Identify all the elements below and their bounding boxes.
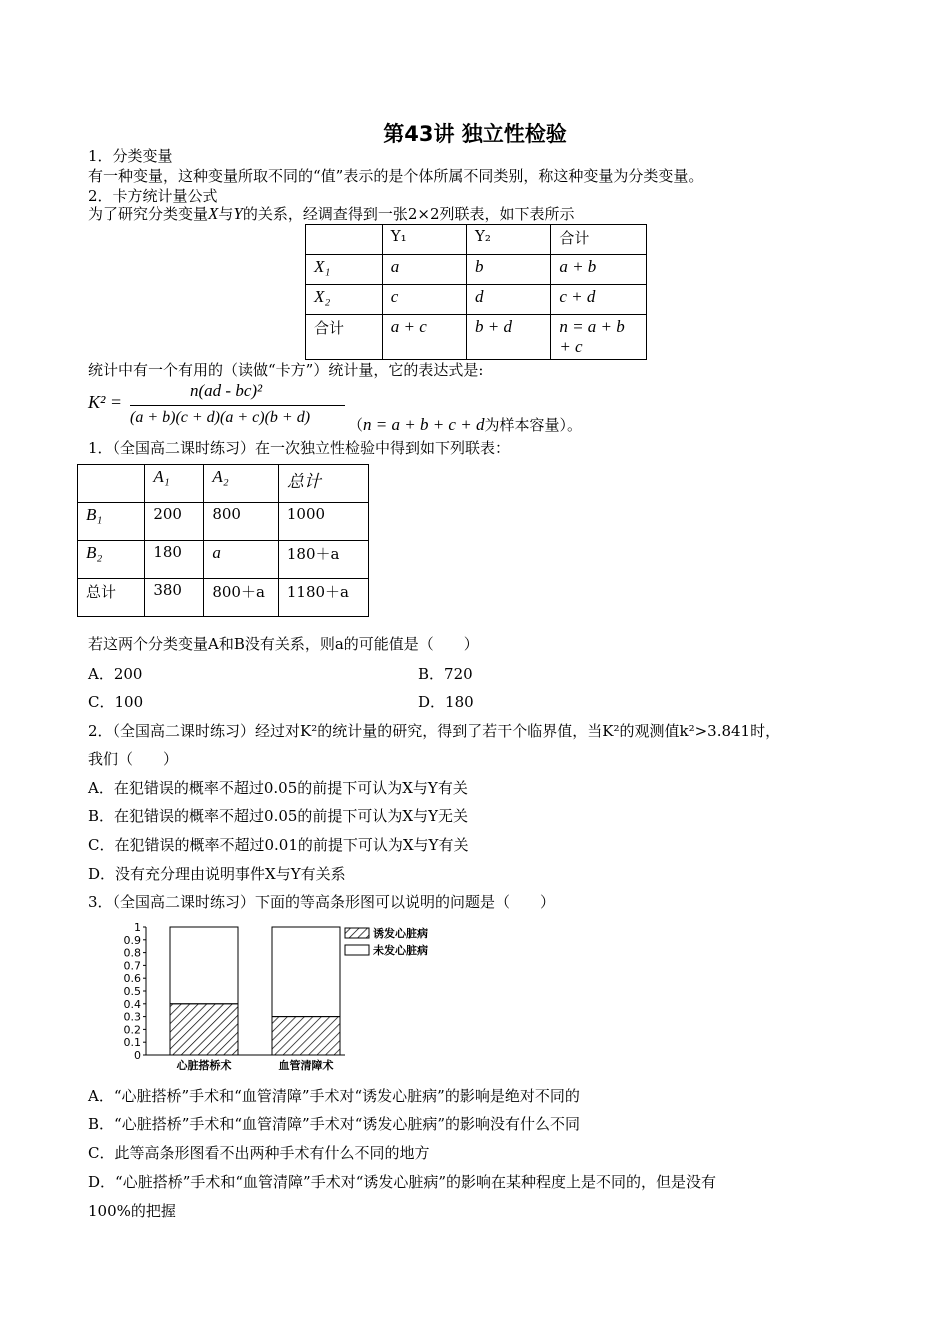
y-tick-label: 0.4: [123, 997, 141, 1011]
q1-question: 若这两个分类变量A和B没有关系，则a的可能值是（ ）: [88, 635, 479, 653]
y-tick-label: 0.8: [123, 946, 141, 960]
t2-cell: [78, 465, 145, 503]
q2-option-c: C．在犯错误的概率不超过0.01的前提下可认为X与Y有关: [88, 836, 469, 854]
t1-cell: Y₁: [382, 225, 466, 255]
t2-row: [78, 465, 369, 503]
contingency-table-2x2: [305, 224, 647, 360]
t2-cell: 总计: [278, 465, 368, 503]
category-label: 心脏搭桥术: [176, 1059, 232, 1072]
t1-cell: c + d: [551, 285, 647, 315]
t1-cell: [306, 225, 383, 255]
fraction-bar: [130, 405, 345, 406]
t1-cell: a + b: [551, 255, 647, 285]
t2-cell: 1180＋a: [278, 579, 368, 617]
legend-swatch-not-induced: [345, 945, 369, 955]
page-title: 第43讲 独立性检验: [383, 122, 567, 146]
legend-label-induced: 诱发心脏病: [373, 927, 428, 940]
q1-option-d: D．180: [418, 693, 474, 711]
category-label: 血管清障术: [278, 1059, 334, 1072]
t2-row: [78, 579, 369, 617]
t1-row: [306, 225, 647, 255]
formula-denominator: (a + b)(c + d)(a + c)(b + d): [130, 409, 311, 426]
q3-option-d-line2: 100%的把握: [88, 1202, 176, 1220]
q2-option-d: D．没有充分理由说明事件X与Y有关系: [88, 865, 346, 883]
q1-stem: 1．（全国高二课时练习）在一次独立性检验中得到如下列联表：: [88, 439, 511, 457]
t1-row: [306, 255, 647, 285]
t1-cell: d: [467, 285, 551, 315]
q1-option-a: A．200: [88, 665, 143, 683]
section-heading-chi-square: 2．卡方统计量公式: [88, 187, 218, 205]
y-tick-label: 0.7: [123, 959, 141, 973]
q2-stem-line2: 我们（ ）: [88, 750, 179, 768]
legend-swatch-induced: [345, 928, 369, 938]
t1-cell: a: [382, 255, 466, 285]
y-tick-label: 0.1: [123, 1036, 141, 1050]
t2-cell: 总计: [78, 579, 145, 617]
bar-not-induced: [272, 927, 340, 1017]
t1-cell: b + d: [467, 315, 551, 360]
t2-cell: a: [204, 541, 279, 579]
t2-cell: A₁: [145, 465, 204, 503]
formula-condition: （n = a + b + c + d为样本容量）。: [348, 415, 582, 434]
t1-cell: Y₂: [467, 225, 551, 255]
y-tick-label: 0.6: [123, 972, 141, 986]
t2-cell: 180＋a: [278, 541, 368, 579]
y-tick-label: 0.9: [123, 933, 141, 947]
y-tick-label: 1: [134, 922, 141, 934]
q1-option-c: C．100: [88, 693, 144, 711]
t2-cell: A₂: [204, 465, 279, 503]
t2-cell: 800＋a: [204, 579, 279, 617]
q2-option-a: A．在犯错误的概率不超过0.05的前提下可认为X与Y有关: [88, 779, 468, 797]
t1-row: [306, 315, 647, 360]
q1-option-b: B．720: [418, 665, 473, 683]
categorical-definition: 有一种变量，这种变量所取不同的“值”表示的是个体所属不同类别，称这种变量为分类变量。: [88, 167, 704, 185]
formula-lhs: K² =: [88, 392, 123, 412]
t2-cell: B₁: [78, 503, 145, 541]
t1-cell: n = a + b + c: [551, 315, 647, 360]
t1-cell: X₁: [306, 255, 383, 285]
q3-option-c: C．此等高条形图看不出两种手术有什么不同的地方: [88, 1144, 430, 1162]
t2-cell: 180: [145, 541, 204, 579]
t2-cell: 200: [145, 503, 204, 541]
t1-cell: 合计: [306, 315, 383, 360]
bar-not-induced: [170, 927, 238, 1004]
t2-cell: 800: [204, 503, 279, 541]
t1-cell: b: [467, 255, 551, 285]
t2-row: [78, 541, 369, 579]
stacked-bar-chart: [110, 922, 450, 1072]
table-intro: 为了研究分类变量X与Y的关系，经调查得到一张2×2列联表，如下表所示: [88, 204, 575, 223]
t1-cell: a + c: [382, 315, 466, 360]
q3-option-d-line1: D．“心脏搭桥”手术和“血管清障”手术对“诱发心脏病”的影响在某种程度上是不同的，但是没有: [88, 1173, 717, 1191]
bar-induced: [272, 1017, 340, 1055]
t1-cell: c: [382, 285, 466, 315]
y-tick-label: 0.2: [123, 1023, 141, 1037]
q3-stem: 3．（全国高二课时练习）下面的等高条形图可以说明的问题是（ ）: [88, 893, 556, 911]
q1-contingency-table: [77, 464, 369, 617]
bar-induced: [170, 1004, 238, 1055]
formula-intro: 统计中有一个有用的（读做“卡方”）统计量，它的表达式是:: [88, 361, 484, 379]
y-tick-label: 0: [134, 1049, 141, 1062]
q2-option-b: B．在犯错误的概率不超过0.05的前提下可认为X与Y无关: [88, 807, 469, 825]
legend-label-not-induced: 未发心脏病: [373, 944, 428, 957]
t2-cell: B₂: [78, 541, 145, 579]
t1-cell: X₂: [306, 285, 383, 315]
t2-cell: 1000: [278, 503, 368, 541]
t1-cell: 合计: [551, 225, 647, 255]
formula-numerator: n(ad - bc)²: [190, 381, 263, 400]
t2-row: [78, 503, 369, 541]
q2-stem-line1: 2．（全国高二课时练习）经过对K²的统计量的研究，得到了若干个临界值，当K²的观测值k²>3.841时，: [88, 722, 781, 740]
q3-option-b: B．“心脏搭桥”手术和“血管清障”手术对“诱发心脏病”的影响没有什么不同: [88, 1115, 581, 1133]
y-tick-label: 0.3: [123, 1010, 141, 1024]
q3-option-a: A．“心脏搭桥”手术和“血管清障”手术对“诱发心脏病”的影响是绝对不同的: [88, 1087, 580, 1105]
y-tick-label: 0.5: [123, 985, 141, 998]
section-heading-categorical: 1．分类变量: [88, 147, 173, 165]
t1-row: [306, 285, 647, 315]
t2-cell: 380: [145, 579, 204, 617]
